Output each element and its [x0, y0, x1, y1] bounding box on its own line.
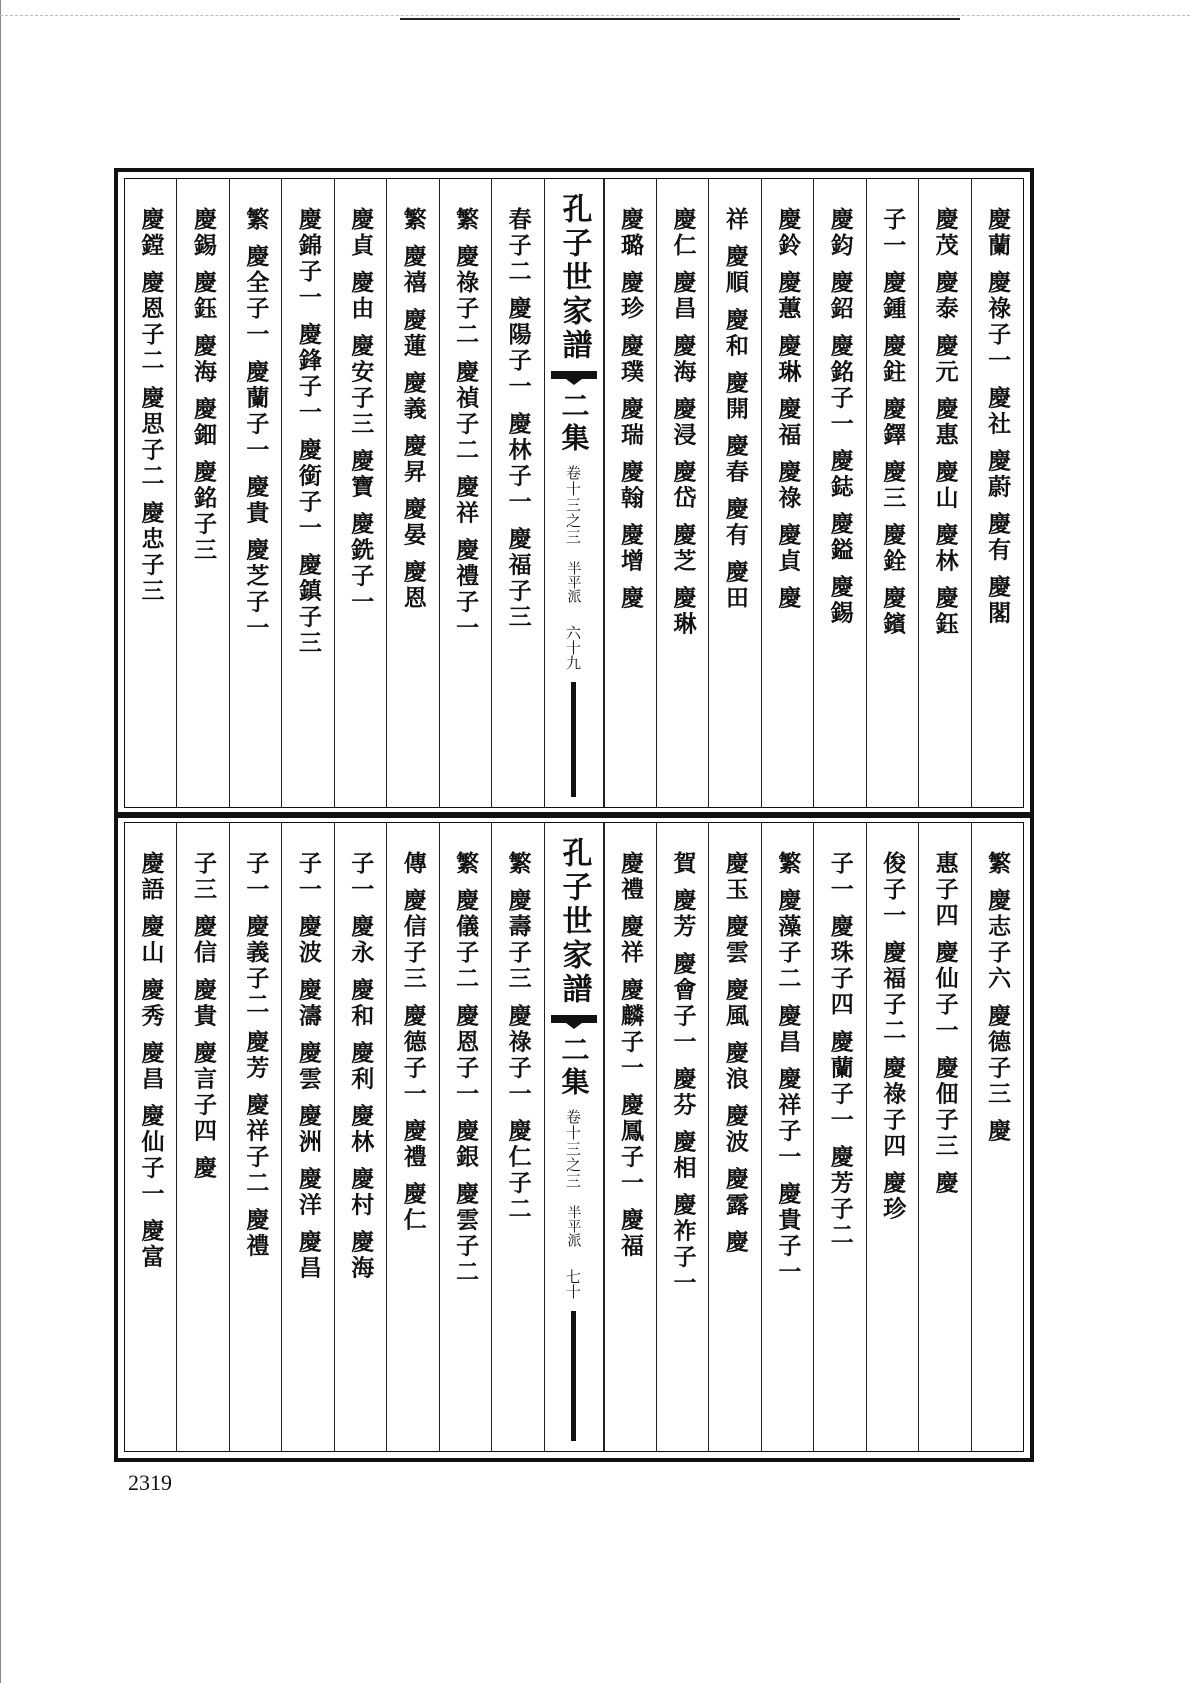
book-title: 孔子世家譜 [556, 837, 592, 1007]
text-column: 慶仁 慶昌 慶海 慶浸 慶岱 慶芝 慶琳 [656, 179, 708, 807]
text-column: 慶錫 慶鈺 慶海 慶鈿 慶銘子三 [176, 179, 228, 807]
text-column: 慶禮 慶祥 慶麟子一 慶鳳子一 慶福 [604, 823, 656, 1451]
fish-tail-mark [551, 371, 597, 385]
juan-label: 卷十三之三 [564, 465, 582, 545]
leaf-number: 七十 [564, 1269, 582, 1299]
text-column: 慶蘭 慶祿子一 慶社 慶蔚 慶有 慶閣 [971, 179, 1023, 807]
text-column: 子一 慶波 慶濤 慶雲 慶洲 慶洋 慶昌 [281, 823, 333, 1451]
volume-label: 二集 [557, 1035, 591, 1099]
text-column: 賀 慶芳 慶會子一 慶芬 慶相 慶祚子一 [656, 823, 708, 1451]
lower-page-grid [124, 822, 1024, 1452]
lower-page [114, 812, 1034, 1462]
text-column: 繁 慶祿子二 慶禎子二 慶祥 慶禮子一 [439, 179, 491, 807]
fold-bar [571, 682, 576, 797]
text-column: 慶璐 慶珍 慶璞 慶瑞 慶翰 慶增 慶 [604, 179, 656, 807]
text-column: 慶茂 慶泰 慶元 慶惠 慶山 慶林 慶鈺 [918, 179, 970, 807]
upper-page-grid [124, 178, 1024, 808]
text-column: 春子二 慶陽子一 慶林子一 慶福子三 [491, 179, 543, 807]
top-binding-mark [400, 8, 960, 20]
page-number: 2319 [128, 1470, 172, 1495]
text-column: 子三 慶信 慶貴 慶言子四 慶 [176, 823, 228, 1451]
left-scan-edge [0, 0, 1, 1683]
text-column: 子一 慶鍾 慶鉒 慶鐸 慶三 慶銓 慶鑌 [866, 179, 918, 807]
text-column: 子一 慶珠子四 慶蘭子一 慶芳子二 [813, 823, 865, 1451]
text-column: 慶語 慶山 慶秀 慶昌 慶仙子一 慶富 [137, 851, 165, 1271]
text-column: 繁 慶藻子二 慶昌 慶祥子一 慶貴子一 [761, 823, 813, 1451]
volume-label: 二集 [557, 391, 591, 455]
text-column: 子一 慶義子二 慶芳 慶祥子二 慶禮 [229, 823, 281, 1451]
leaf-number: 六十九 [564, 625, 582, 670]
upper-page [114, 168, 1034, 818]
fold-bar [571, 1311, 576, 1441]
text-column: 繁 慶壽子三 慶祿子一 慶仁子二 [491, 823, 543, 1451]
text-column: 慶玉 慶雲 慶風 慶浪 慶波 慶露 慶 [708, 823, 760, 1451]
branch-label: 半平派 [565, 1205, 582, 1247]
center-fold [544, 179, 604, 807]
text-column: 繁 慶全子一 慶蘭子一 慶貴 慶芝子一 [229, 179, 281, 807]
branch-label: 半平派 [565, 561, 582, 603]
text-column: 繁 慶禧 慶蓮 慶義 慶昇 慶晏 慶恩 [386, 179, 438, 807]
text-column: 子一 慶永 慶和 慶利 慶林 慶村 慶海 [334, 823, 386, 1451]
text-column: 慶鈞 慶鉊 慶銘子一 慶鋕 慶鎰 慶錫 [813, 179, 865, 807]
fish-tail-mark [551, 1015, 597, 1029]
text-column: 慶錦子一 慶鋒子一 慶銜子一 慶鎮子三 [281, 179, 333, 807]
center-fold [544, 823, 604, 1451]
text-column: 俊子一 慶福子二 慶祿子四 慶珍 [866, 823, 918, 1451]
text-column: 慶鏜 慶恩子二 慶思子二 慶忠子三 [137, 207, 165, 605]
book-title: 孔子世家譜 [556, 193, 592, 363]
text-column: 慶貞 慶由 慶安子三 慶寶 慶銑子一 [334, 179, 386, 807]
text-column: 祥 慶順 慶和 慶開 慶春 慶有 慶田 [708, 179, 760, 807]
text-column: 傳 慶信子三 慶德子一 慶禮 慶仁 [386, 823, 438, 1451]
text-column: 繁 慶志子六 慶德子三 慶 [971, 823, 1023, 1451]
juan-label: 卷十三之三 [564, 1109, 582, 1189]
text-column: 繁 慶儀子二 慶恩子一 慶銀 慶雲子二 [439, 823, 491, 1451]
text-column: 惠子四 慶仙子一 慶佃子三 慶 [918, 823, 970, 1451]
text-column: 慶鈴 慶蕙 慶琳 慶福 慶祿 慶貞 慶 [761, 179, 813, 807]
